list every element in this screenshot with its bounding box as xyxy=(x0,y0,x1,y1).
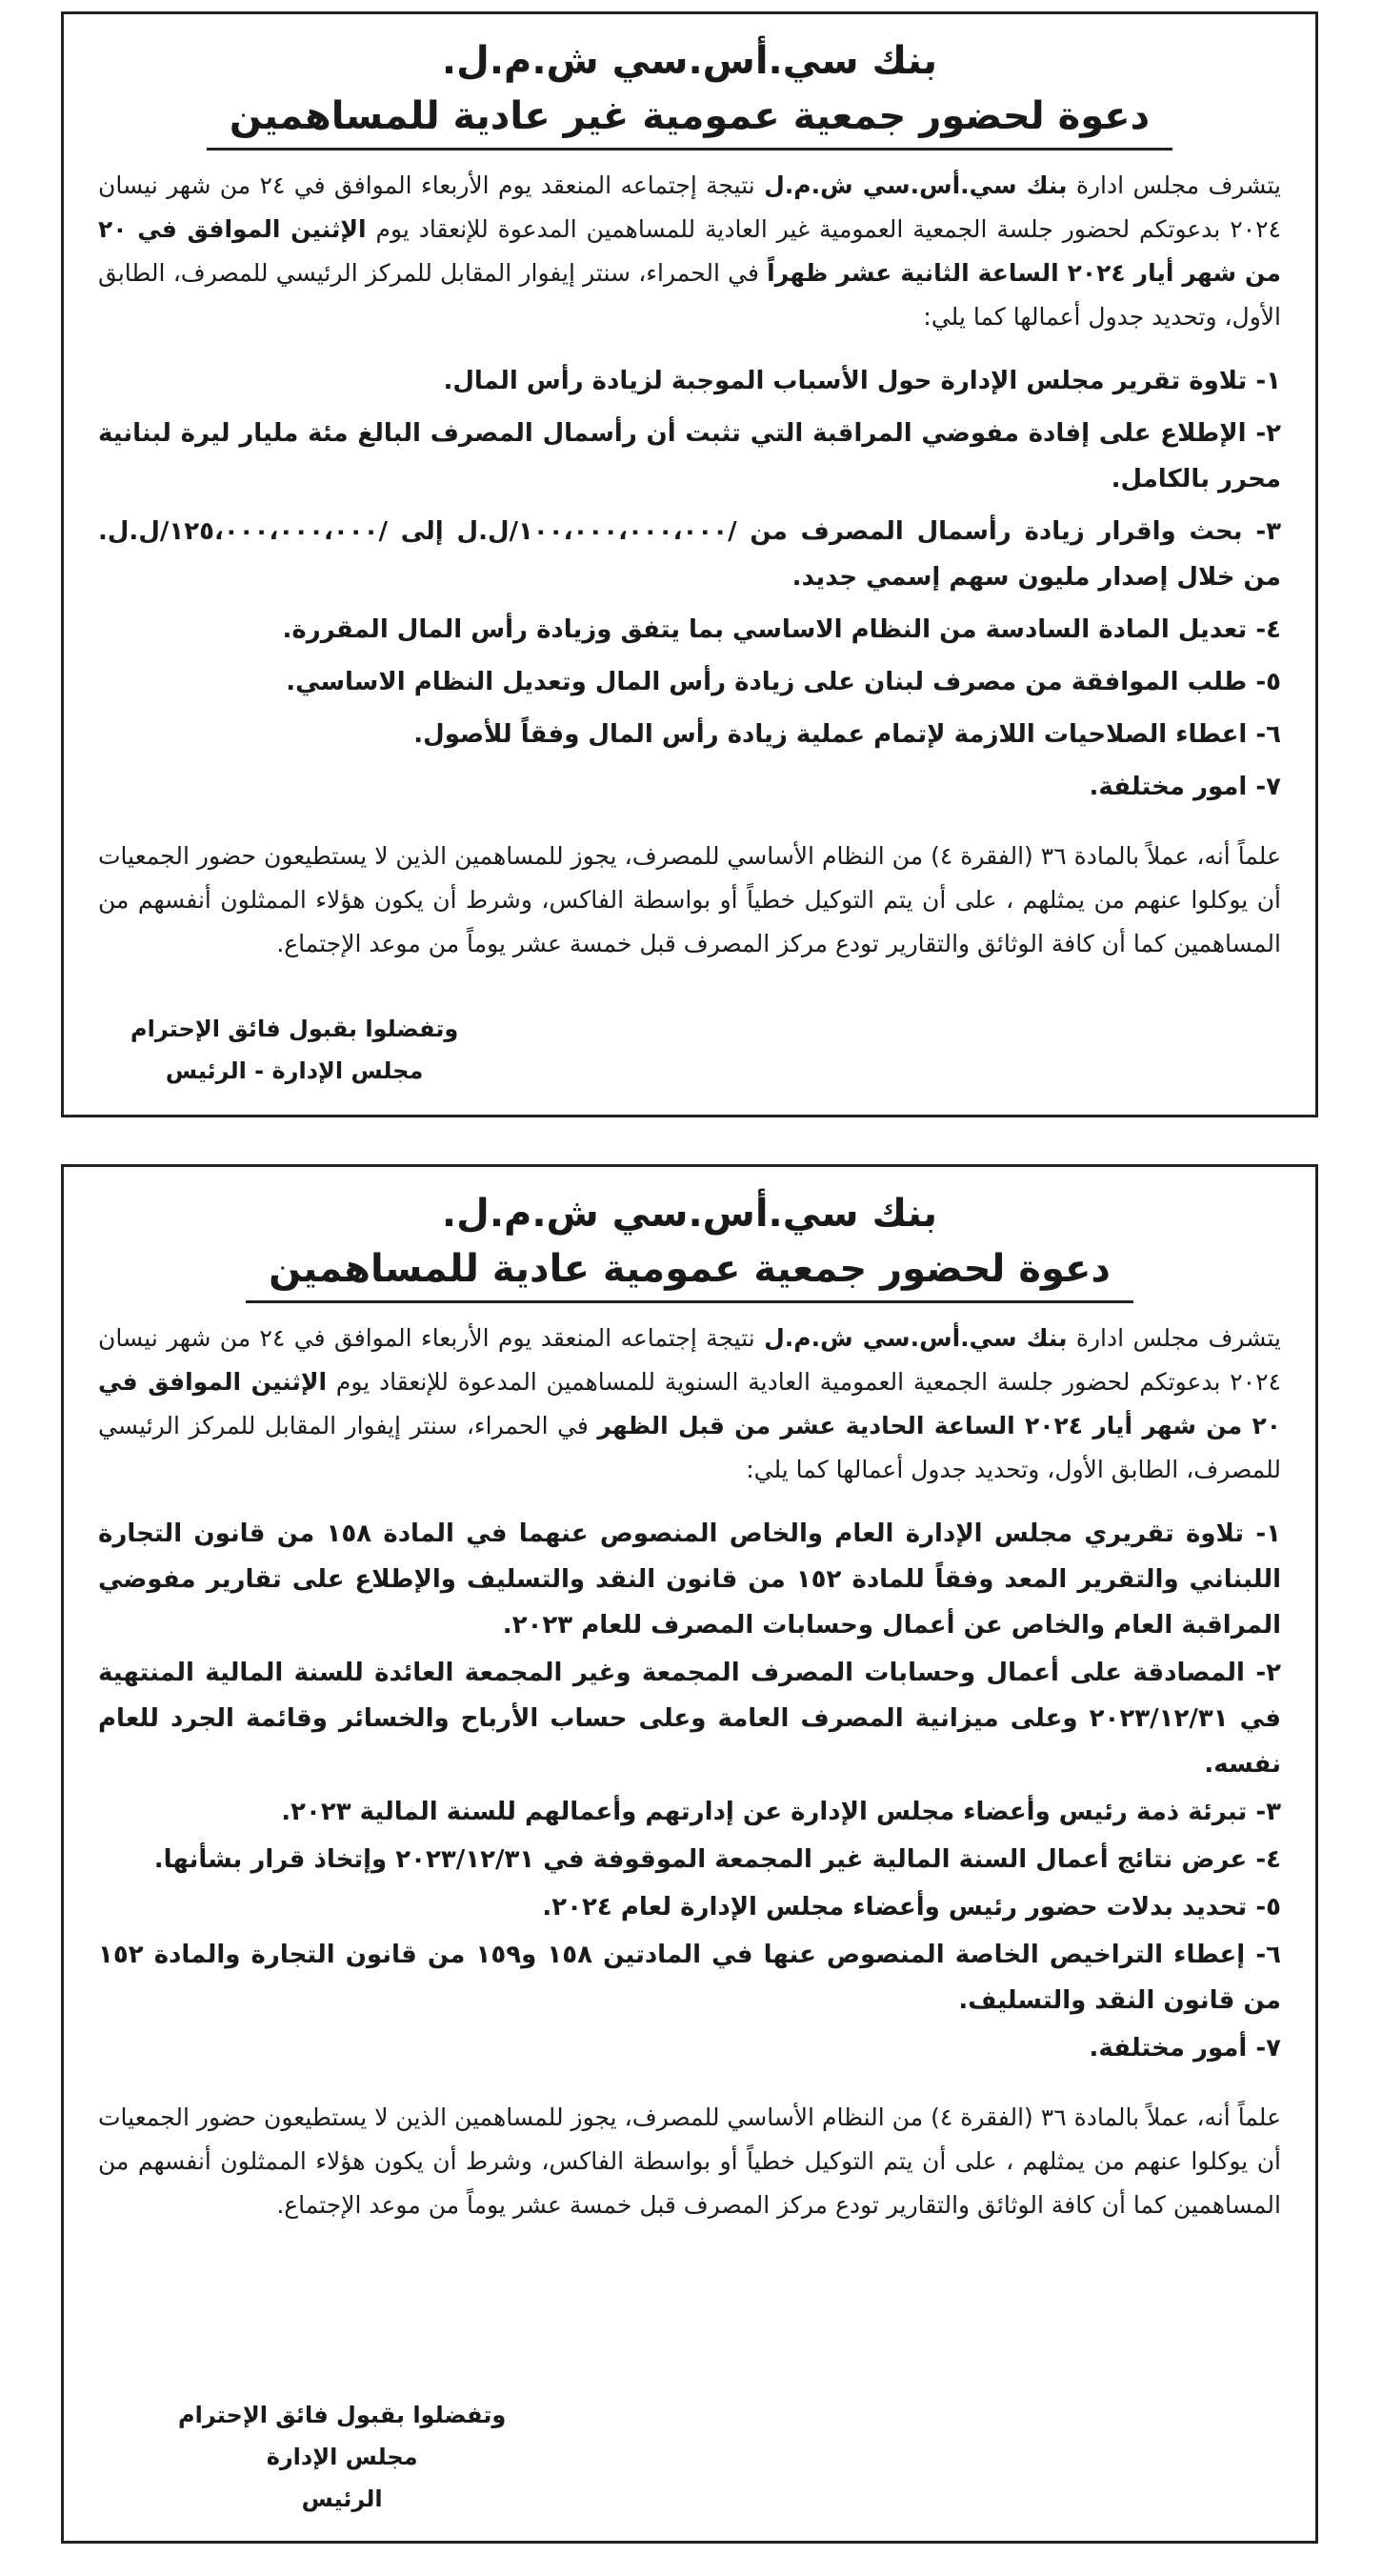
bank-name: بنك سي.أس.سي ش.م.ل. xyxy=(441,1192,938,1236)
agenda-item: ٧- امور مختلفة. xyxy=(1089,773,1281,801)
agenda-item: ٤- تعديل المادة السادسة من النظام الاساسي بما يتفق وزيادة رأس المال المقررة. xyxy=(282,615,1281,644)
notice-title: دعوة لحضور جمعية عمومية عادية للمساهمين xyxy=(246,1243,1133,1303)
bank-name-inline: بنك سي.أس.سي ش.م.ل xyxy=(764,1324,1068,1352)
agenda-item: ٧- أمور مختلفة. xyxy=(1089,2034,1281,2063)
agenda-item: ٣- تبرئة ذمة رئيس وأعضاء مجلس الإدارة عن إدارتهم وأعمالهم للسنة المالية ٢٠٢٣. xyxy=(281,1798,1281,1826)
proxy-note: علماً أنه، عملاً بالمادة ٣٦ (الفقرة ٤) من النظام الأساسي للمصرف، يجوز للمساهمين الذين لا يستطيعون حضور الجمعيات أن يوكلوا عنهم من يمثلهم ، على أن يتم التوكيل خطياً أو بواسطة الفاكس، وشرط أن يكون هؤلاء الممثلون أنفسهم من المساهمين كما أن كافة الوثائق والتقارير تودع مركز المصرف قبل خمسة عشر يوماً من موعد الإجتماع. xyxy=(98,842,1281,957)
agenda-item: ٦- إعطاء التراخيص الخاصة المنصوص عنها في المادتين ١٥٨ و١٥٩ من قانون التجارة والمادة ١٥٢ من قانون النقد والتسليف. xyxy=(98,1941,1281,2015)
intro-text-1: يتشرف مجلس ادارة xyxy=(1067,1324,1281,1352)
closing-line: وتفضلوا بقبول فائق الإحترام xyxy=(130,1016,459,1042)
title-wrap xyxy=(98,1243,1281,1303)
agenda-item: ١- تلاوة تقريري مجلس الإدارة العام والخاص المنصوص عنهما في المادة ١٥٨ من قانون التجارة اللبناني والتقرير المعد وفقاً للمادة ١٥٢ من قانون النقد والتسليف والإطلاع على تقارير مفوضي المراقبة العام والخاص عن أعمال وحسابات المصرف للعام ٢٠٢٣. xyxy=(98,1519,1281,1640)
notice-title: دعوة لحضور جمعية عمومية غير عادية للمساهمين xyxy=(207,91,1172,151)
agenda-list xyxy=(98,358,1281,810)
signatory-board: مجلس الإدارة xyxy=(266,2444,418,2470)
intro-paragraph xyxy=(98,1317,1281,1492)
meeting-date: الإثنين الموافق في ٢٠ من شهر أيار ٢٠٢٤ الساعة الثانية عشر ظهراً xyxy=(98,215,1281,287)
intro-text-2: نتيجة إجتماعه المنعقد يوم الأربعاء الموافق في ٢٤ من شهر نيسان ٢٠٢٤ بدعوتكم لحضور جلسة الجمعية العمومية غير العادية للمساهمين المدعوة للإنعقاد يوم xyxy=(98,171,1281,243)
agenda-item: ٦- اعطاء الصلاحيات اللازمة لإتمام عملية زيادة رأس المال وفقاً للأصول. xyxy=(413,720,1281,749)
agenda-item: ٢- المصادقة على أعمال وحسابات المصرف المجمعة وغير المجمعة العائدة للسنة المالية المنتهية في ٢٠٢٣/١٢/٣١ وعلى ميزانية المصرف العامة وعلى حساب الأرباح والخسائر وقائمة الجرد للعام نفسه. xyxy=(98,1659,1282,1779)
signature-block xyxy=(178,2394,506,2520)
meeting-date: الإثنين الموافق في ٢٠ من شهر أيار ٢٠٢٤ الساعة الحادية عشر من قبل الظهر xyxy=(98,1368,1281,1439)
bank-name: بنك سي.أس.سي ش.م.ل. xyxy=(441,39,938,83)
intro-text-3: في الحمراء، سنتر إيفوار المقابل للمركز الرئيسي للمصرف، الطابق الأول، وتحديد جدول أعمالها كما يلي: xyxy=(98,1412,1281,1483)
proxy-note: علماً أنه، عملاً بالمادة ٣٦ (الفقرة ٤) من النظام الأساسي للمصرف، يجوز للمساهمين الذين لا يستطيعون حضور الجمعيات أن يوكلوا عنهم من يمثلهم ، على أن يتم التوكيل خطياً أو بواسطة الفاكس، وشرط أن يكون هؤلاء الممثلون أنفسهم من المساهمين كما أن كافة الوثائق والتقارير تودع مركز المصرف قبل خمسة عشر يوماً من موعد الإجتماع. xyxy=(98,2103,1281,2219)
agenda-item: ٤- عرض نتائج أعمال السنة المالية غير المجمعة الموقوفة في ٢٠٢٣/١٢/٣١ وإتخاذ قرار بشأنها. xyxy=(153,1845,1281,1874)
title-wrap xyxy=(98,91,1281,151)
intro-text-2: نتيجة إجتماعه المنعقد يوم الأربعاء الموافق في ٢٤ من شهر نيسان ٢٠٢٤ بدعوتكم لحضور جلسة الجمعية العمومية العادية السنوية للمساهمين المدعوة للإنعقاد يوم xyxy=(98,1324,1282,1396)
signatory-chairman: الرئيس xyxy=(301,2485,383,2512)
agenda-item: ٣- بحث واقرار زيادة رأسمال المصرف من /١٠٠،٠٠٠،٠٠٠،٠٠٠/ل.ل إلى /١٢٥،٠٠٠،٠٠٠،٠٠٠/ل.ل. من خلال إصدار مليون سهم إسمي جديد. xyxy=(98,517,1281,592)
intro-text-3: في الحمراء، سنتر إيفوار المقابل للمركز الرئيسي للمصرف، الطابق الأول، وتحديد جدول أعمالها كما يلي: xyxy=(98,259,1281,331)
agenda-item: ٢- الإطلاع على إفادة مفوضي المراقبة التي تثبت أن رأسمال المصرف البالغ مئة مليار ليرة لبنانية محرر بالكامل. xyxy=(98,419,1281,493)
bank-name-inline: بنك سي.أس.سي ش.م.ل xyxy=(764,171,1068,199)
signature-block xyxy=(130,1008,458,1092)
intro-text-1: يتشرف مجلس ادارة xyxy=(1067,171,1281,199)
intro-paragraph xyxy=(98,164,1281,339)
agenda-item: ٥- تحديد بدلات حضور رئيس وأعضاء مجلس الإدارة لعام ٢٠٢٤. xyxy=(542,1893,1281,1922)
notice-extraordinary-assembly xyxy=(61,11,1318,1117)
notice-ordinary-assembly xyxy=(61,1164,1318,2544)
agenda-list xyxy=(98,1511,1281,2071)
agenda-item: ٥- طلب الموافقة من مصرف لبنان على زيادة رأس المال وتعديل النظام الاساسي. xyxy=(286,668,1281,696)
agenda-item: ١- تلاوة تقرير مجلس الإدارة حول الأسباب الموجبة لزيادة رأس المال. xyxy=(443,367,1281,395)
signatory: مجلس الإدارة - الرئيس xyxy=(165,1057,424,1084)
closing-line: وتفضلوا بقبول فائق الإحترام xyxy=(178,2402,507,2428)
